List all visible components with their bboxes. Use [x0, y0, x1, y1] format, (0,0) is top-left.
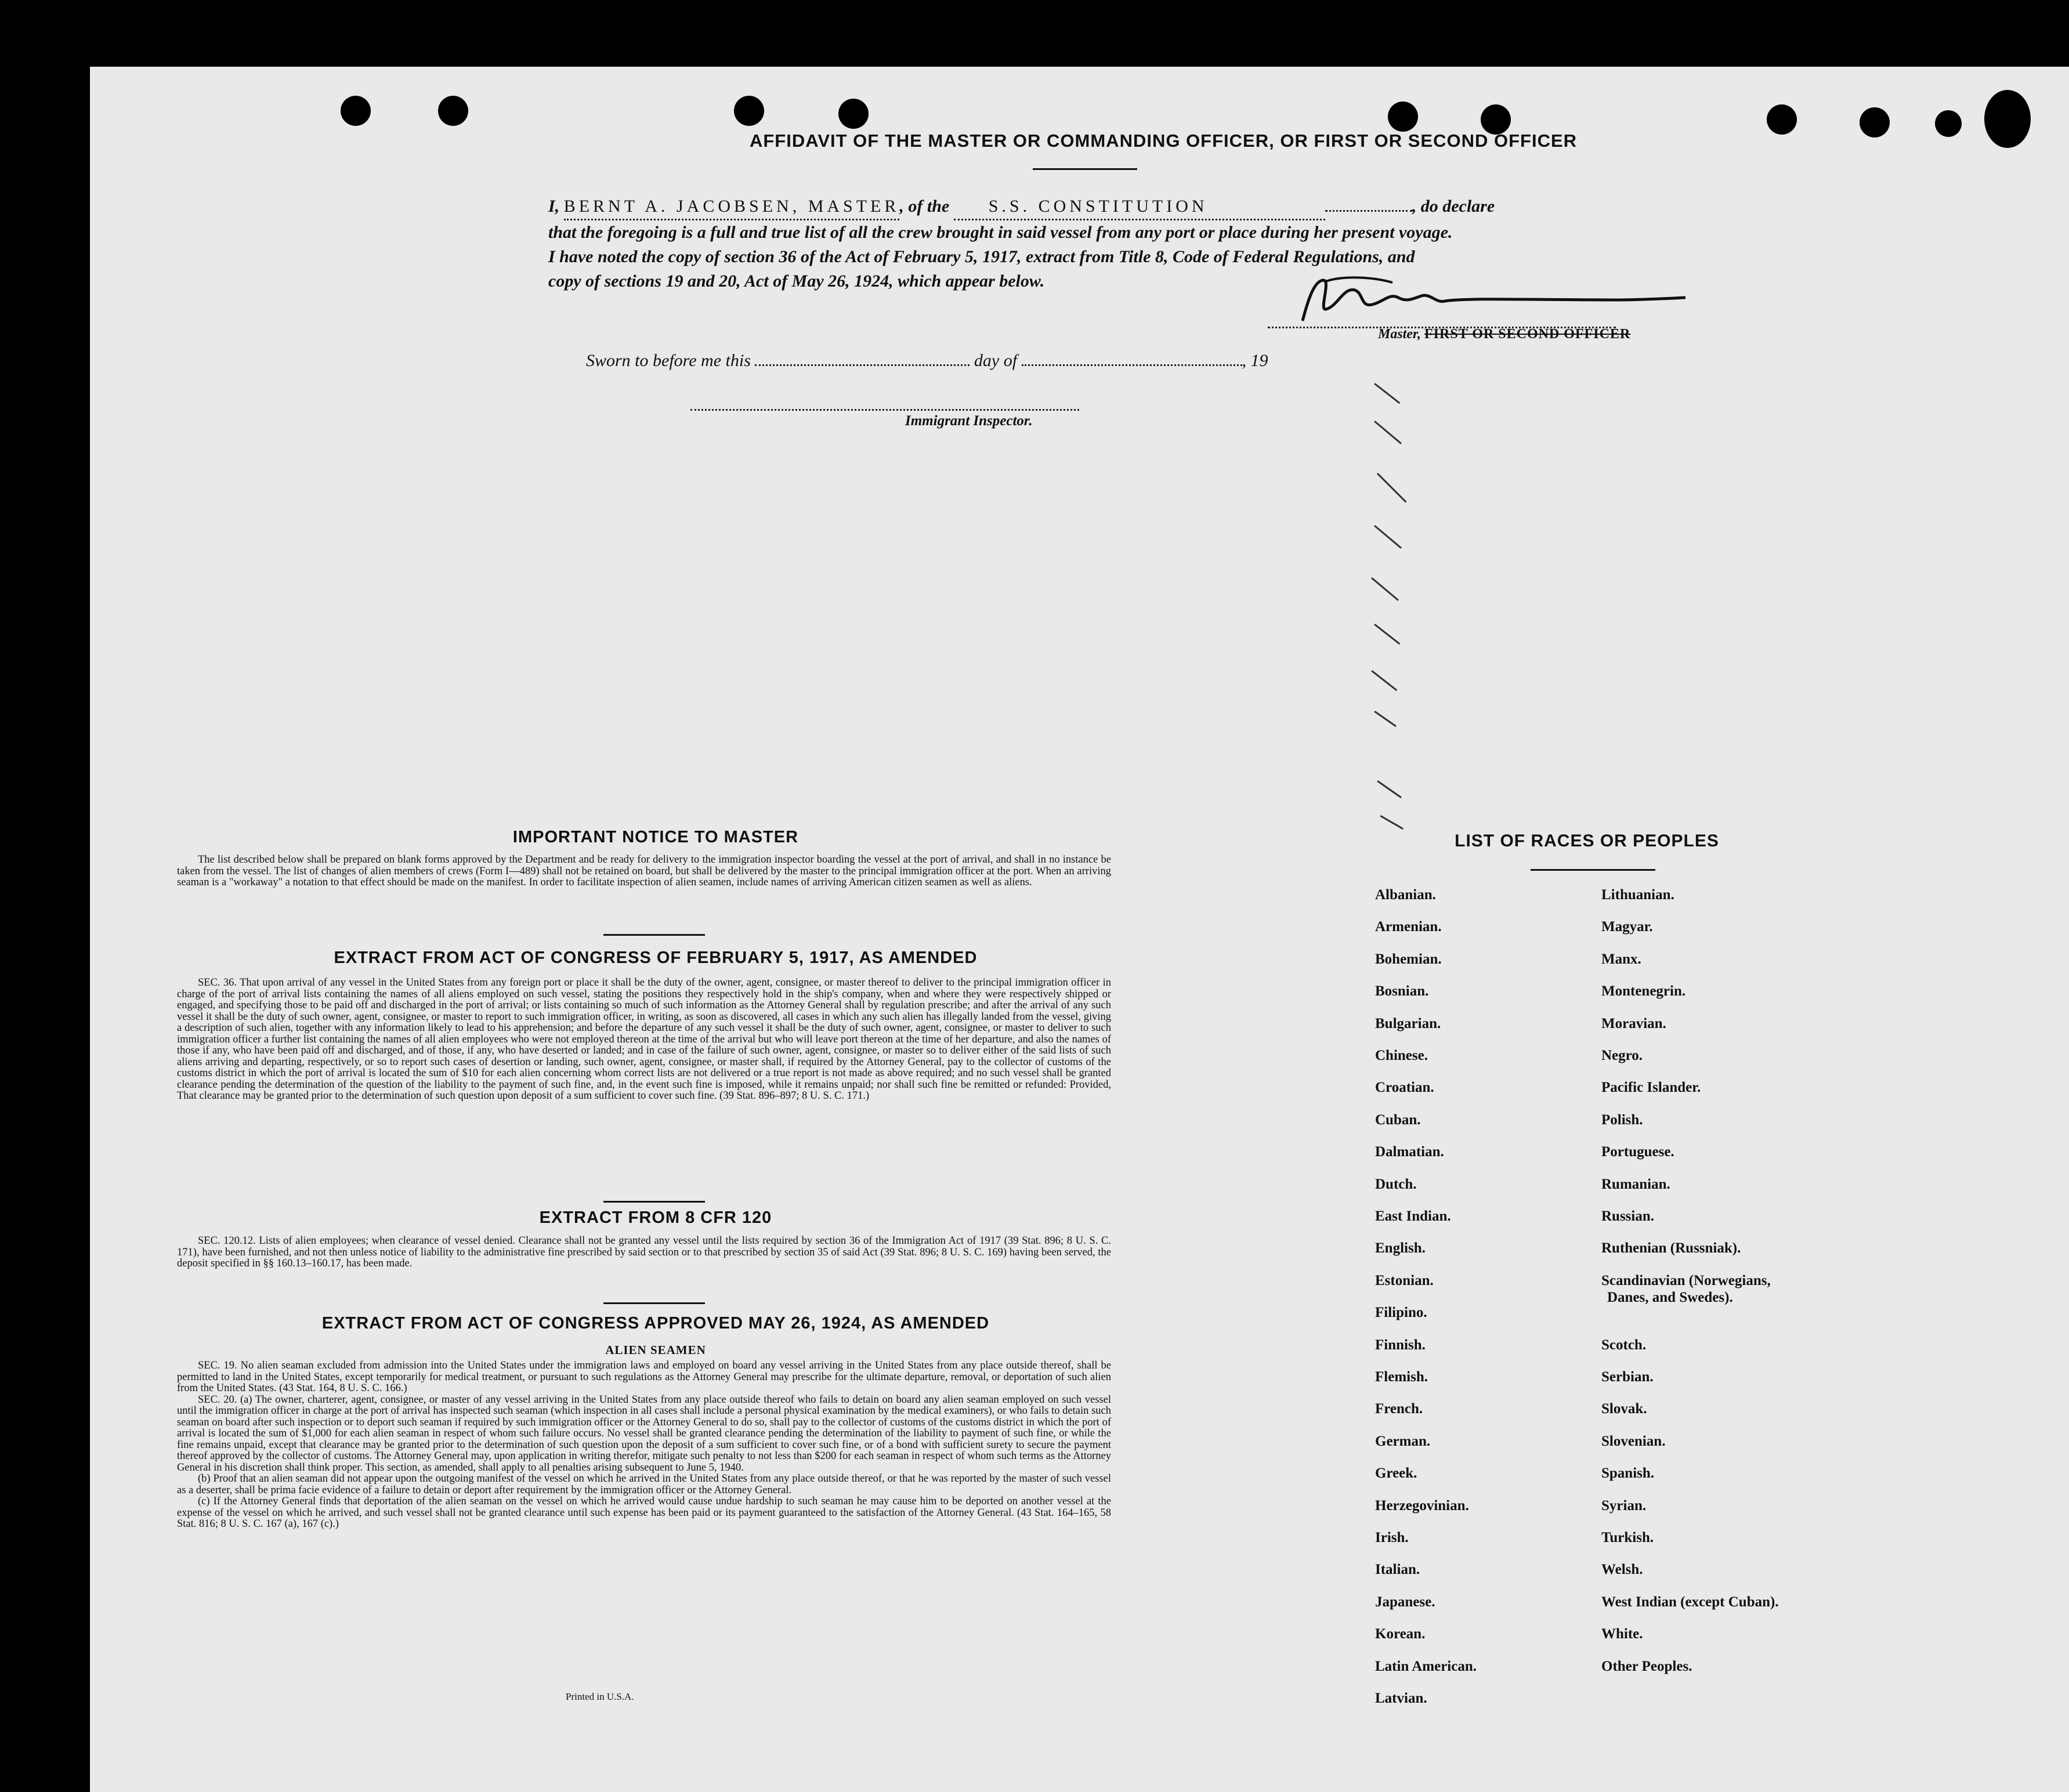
race-item: Magyar.	[1601, 919, 1653, 935]
notice-title: IMPORTANT NOTICE TO MASTER	[512, 828, 799, 846]
races-divider	[1531, 869, 1655, 871]
master-name-field: BERNT A. JACOBSEN, MASTER	[564, 194, 900, 220]
race-item: East Indian.	[1375, 1208, 1451, 1224]
pencil-tick	[1374, 624, 1400, 645]
race-item: Ruthenian (Russniak).	[1601, 1240, 1741, 1257]
punch-hole	[838, 99, 869, 129]
affidavit-text: , of the	[899, 197, 950, 216]
affidavit-line-1	[548, 194, 1738, 220]
race-item: Slovenian.	[1601, 1433, 1666, 1449]
race-item: German.	[1375, 1433, 1431, 1449]
extract-1924-paragraph: (b) Proof that an alien seaman did not appear upon the outgoing manifest of the vessel on which he arrived in the United States from any place outside thereof, or that he was reported by the master of such vessel as a deserter, shall be prima facie evidence of a failure to detain or deport after requirement by the immigration officer or the Attorney General.	[177, 1473, 1111, 1496]
extract-1924-text	[177, 1360, 1111, 1530]
race-item: Moravian.	[1601, 1015, 1666, 1031]
race-item: Montenegrin.	[1601, 983, 1686, 1000]
race-item: Polish.	[1601, 1112, 1643, 1128]
race-item: Lithuanian.	[1601, 887, 1674, 903]
race-item: Estonian.	[1375, 1272, 1434, 1288]
race-item: Filipino.	[1375, 1305, 1427, 1321]
pencil-tick	[1377, 780, 1402, 798]
struck-officer-text: FIRST OR SECOND OFFICER	[1424, 327, 1631, 342]
extract-1924-paragraph: (c) If the Attorney General finds that deportation of the alien seaman on the vessel on which he arrived would cause undue hardship to such seaman he may cause him to be deported on another vessel at the expense of the vessel on which he arrived, and such vessel shall not be granted clearance until such expense has been paid or its payment guaranteed to the satisfaction of the Attorney General. (43 Stat. 164–165, 58 Stat. 816; 8 U. S. C. 167 (a), 167 (c).)	[177, 1496, 1111, 1530]
pencil-tick	[1374, 711, 1397, 727]
race-item: Korean.	[1375, 1626, 1426, 1642]
race-item: Rumanian.	[1601, 1176, 1670, 1192]
race-item: Armenian.	[1375, 919, 1442, 935]
affidavit-text: , do declare	[1412, 197, 1495, 216]
race-item: Cuban.	[1375, 1112, 1421, 1128]
sworn-year: , 19	[1242, 351, 1268, 370]
race-item: Welsh.	[1601, 1562, 1643, 1578]
race-item: Portuguese.	[1601, 1144, 1674, 1160]
race-item: Latin American.	[1375, 1658, 1477, 1674]
extract-1917-paragraph: SEC. 36. That upon arrival of any vessel in the United States from any foreign port or place it shall be the duty of the owner, agent, consignee, or master thereof to deliver to the principal immigration officer in charge of the port of arrival lists containing the names of all aliens employed on such vessel, stating the positions they respectively hold in the ship's company, when and where they were respectively shipped or engaged, and specifying those to be paid off and discharged in the port of arrival; or lists containing so much of such information as the Attorney General shall by regulation prescribe; and after the arrival of any such vessel it shall be the duty of such owner, agent, consignee, or master to report to such immigration officer, in writing, as soon as discovered, all cases in which any such alien has illegally landed from the vessel, giving a description of such alien, together with any information likely to lead to his apprehension; and before the departure of any such vessel it shall be the duty of such owner, agent, consignee, or master to deliver to such immigration officer a further list containing the names of all alien employees who were not employed thereon at the time of the arrival but who will leave port thereon at the time of her departure, and also the names of those if any, who have been paid off and discharged, and of those, if any, who have deserted or landed; and in case of the failure of such owner, agent, consignee, or master so to deliver either of the said lists of such aliens arriving and departing, respectively, or so to report such cases of desertion or landing, such owner, agent, consignee, or master shall, if required by the Attorney General, pay to the collector of customs of the customs district in which the port of arrival is located the sum of $10 for each alien concerning whom correct lists are not delivered or a true report is not made as above required; and no such vessel shall be granted clearance pending the determination of the question of the liability to the payment of such fine, and, in the event such fine is imposed, while it remains unpaid; nor shall such fine be remitted or refunded: Provided, That clearance may be granted prior to the determination of such question upon deposit of a sum sufficient to cover such fine. (39 Stat. 896–897; 8 U. S. C. 171.)	[177, 977, 1111, 1102]
race-item: Latvian.	[1375, 1690, 1427, 1706]
alien-seamen-subtitle: ALIEN SEAMEN	[605, 1343, 706, 1357]
race-item: Scandinavian (Norwegians,	[1601, 1272, 1771, 1288]
race-item: Chinese.	[1375, 1048, 1428, 1063]
notice-text	[177, 855, 1111, 889]
race-item: Italian.	[1375, 1562, 1420, 1578]
race-item: Russian.	[1601, 1208, 1655, 1224]
master-label: Master,	[1378, 327, 1421, 342]
race-item: Finnish.	[1375, 1337, 1426, 1353]
sworn-text: Sworn to before me this	[586, 351, 751, 370]
race-item: English.	[1375, 1240, 1426, 1257]
master-signature	[1291, 276, 1732, 328]
extract-cfr-text	[177, 1236, 1111, 1270]
pencil-tick	[1371, 577, 1399, 601]
race-item: Japanese.	[1375, 1594, 1435, 1610]
race-item: Bohemian.	[1375, 951, 1442, 967]
extract-cfr-title: EXTRACT FROM 8 CFR 120	[539, 1208, 772, 1227]
race-item: Herzegovinian.	[1375, 1497, 1469, 1514]
race-item: Croatian.	[1375, 1080, 1434, 1096]
vessel-name-field: S.S. CONSTITUTION	[954, 194, 1325, 220]
punch-hole	[734, 96, 764, 126]
race-item: Negro.	[1601, 1048, 1643, 1063]
title-divider	[1033, 168, 1137, 170]
printed-in-usa: Printed in U.S.A.	[566, 1691, 634, 1702]
divider	[603, 1201, 705, 1203]
divider	[603, 934, 705, 936]
pencil-tick	[1374, 383, 1400, 404]
signature-label	[1378, 327, 1630, 342]
sworn-text: day of	[974, 351, 1018, 370]
punch-hole	[341, 96, 371, 126]
race-item: Dalmatian.	[1375, 1144, 1444, 1160]
affidavit-line-3: I have noted the copy of section 36 of the Act of February 5, 1917, extract from Title 8, Code of Federal Regulations, and	[548, 247, 1415, 266]
divider	[603, 1302, 705, 1304]
extract-1924-title: EXTRACT FROM ACT OF CONGRESS APPROVED MAY 26, 1924, AS AMENDED	[321, 1314, 990, 1333]
race-item: Bulgarian.	[1375, 1015, 1441, 1031]
race-item: Greek.	[1375, 1465, 1417, 1482]
pencil-tick	[1377, 473, 1407, 503]
pencil-tick	[1374, 525, 1402, 549]
extract-1917-title: EXTRACT FROM ACT OF CONGRESS OF FEBRUARY 5, 1917, AS AMENDED	[334, 949, 978, 967]
document-page	[90, 67, 2069, 1792]
race-item: Manx.	[1601, 951, 1641, 967]
pencil-tick	[1374, 421, 1402, 444]
race-item: Spanish.	[1601, 1465, 1655, 1482]
punch-hole	[1935, 110, 1962, 137]
punch-hole	[1767, 104, 1797, 135]
race-item: Danes, and Swedes).	[1607, 1289, 1733, 1305]
race-item: Scotch.	[1601, 1337, 1647, 1353]
punch-hole	[438, 96, 468, 126]
pencil-tick	[1380, 815, 1404, 830]
affidavit-title: AFFIDAVIT OF THE MASTER OR COMMANDING OFFICER, OR FIRST OR SECOND OFFICER	[749, 131, 1578, 151]
affidavit-text: I,	[548, 197, 560, 216]
extract-1924-paragraph: SEC. 20. (a) The owner, charterer, agent, consignee, or master of any vessel arriving in the United States from any place outside thereof who fails to detain on board any alien seaman employed on such vessel until the immigration officer in charge at the port of arrival has inspected such seaman (which inspection in all cases shall include a personal physical examination by the medical examiners), or who fails to detain such seaman on board after such inspection or to deport such seaman if required by such immigration officer or the Attorney General to do so, shall pay to the collector of customs of the customs district in which the port of arrival is located the sum of $1,000 for each alien seaman in respect of whom such failure occurs. No vessel shall be granted clearance pending the determination of the liability to payment of such fine, or while the fine remains unpaid, except that clearance may be granted prior to the determination of such question upon the deposit of a sum sufficient to cover such fine, or of a bond with sufficient surety to secure the payment thereof approved by the collector of customs. The Attorney General may, upon application in writing therefor, mitigate such penalty to not less than $200 for each seaman in respect of whom such terms as the Attorney General in his discretion shall think proper. This section, as amended, shall apply to all penalties arising subsequent to June 5, 1940.	[177, 1393, 1111, 1474]
pencil-tick	[1371, 670, 1397, 691]
race-item: Syrian.	[1601, 1497, 1647, 1514]
race-item: Dutch.	[1375, 1176, 1417, 1192]
race-item: Albanian.	[1375, 887, 1436, 903]
extract-cfr-paragraph: SEC. 120.12. Lists of alien employees; when clearance of vessel denied. Clearance shall not be granted any vessel until the lists required by section 36 of the Immigration Act of 1917 (39 Stat. 896; 8 U. S. C. 171), have been furnished, and not then unless notice of liability to the administrative fine prescribed by said section or to that prescribed by section 35 of said Act (39 Stat. 896; 8 U. S. C. 169) having been served, the deposit specified in §§ 160.13–160.17, has been made.	[177, 1235, 1111, 1269]
affidavit-line-4: copy of sections 19 and 20, Act of May 26, 1924, which appear below.	[548, 271, 1045, 291]
race-item: Flemish.	[1375, 1369, 1428, 1385]
race-item: Turkish.	[1601, 1530, 1654, 1545]
affidavit-line-2: that the foregoing is a full and true list of all the crew brought in said vessel from any port or place during her present voyage.	[548, 223, 1453, 242]
race-item: Other Peoples.	[1601, 1658, 1692, 1674]
race-item: French.	[1375, 1401, 1423, 1417]
extract-1924-paragraph: SEC. 19. No alien seaman excluded from admission into the United States under the immigration laws and employed on board any vessel arriving in the United States from any place outside thereof, shall be permitted to land in the United States, except temporarily for medical treatment, or pursuant to such regulations as the Attorney General may prescribe for the ultimate departure, removal, or deportation of such alien from the United States. (43 Stat. 164, 8 U. S. C. 166.)	[177, 1360, 1111, 1394]
race-item: Irish.	[1375, 1530, 1409, 1545]
race-item: Bosnian.	[1375, 983, 1429, 1000]
race-item: Slovak.	[1601, 1401, 1647, 1417]
race-item: Serbian.	[1601, 1369, 1654, 1385]
inspector-signature-line	[690, 409, 1079, 411]
sworn-line	[586, 351, 1268, 371]
race-item: White.	[1601, 1626, 1643, 1642]
punch-hole	[1860, 107, 1890, 137]
punch-hole	[1984, 90, 2031, 148]
races-title: LIST OF RACES OR PEOPLES	[1455, 831, 1719, 850]
inspector-label: Immigrant Inspector.	[905, 413, 1033, 429]
extract-1917-text	[177, 978, 1111, 1102]
race-item: Pacific Islander.	[1601, 1080, 1701, 1096]
punch-hole	[1388, 102, 1418, 132]
notice-paragraph: The list described below shall be prepared on blank forms approved by the Department and be ready for delivery to the immigration inspector boarding the vessel at the port of arrival, and shall in no instance be taken from the vessel. The list of changes of alien members of crews (Form I—489) shall not be retained on board, but shall be delivered by the master to the principal immigration officer at the port. When an arriving seaman is a "workaway" a notation to that effect should be made on the manifest. In order to facilitate inspection of alien seamen, include names of arriving American citizen seamen as well as aliens.	[177, 854, 1111, 888]
race-item: West Indian (except Cuban).	[1601, 1594, 1779, 1610]
